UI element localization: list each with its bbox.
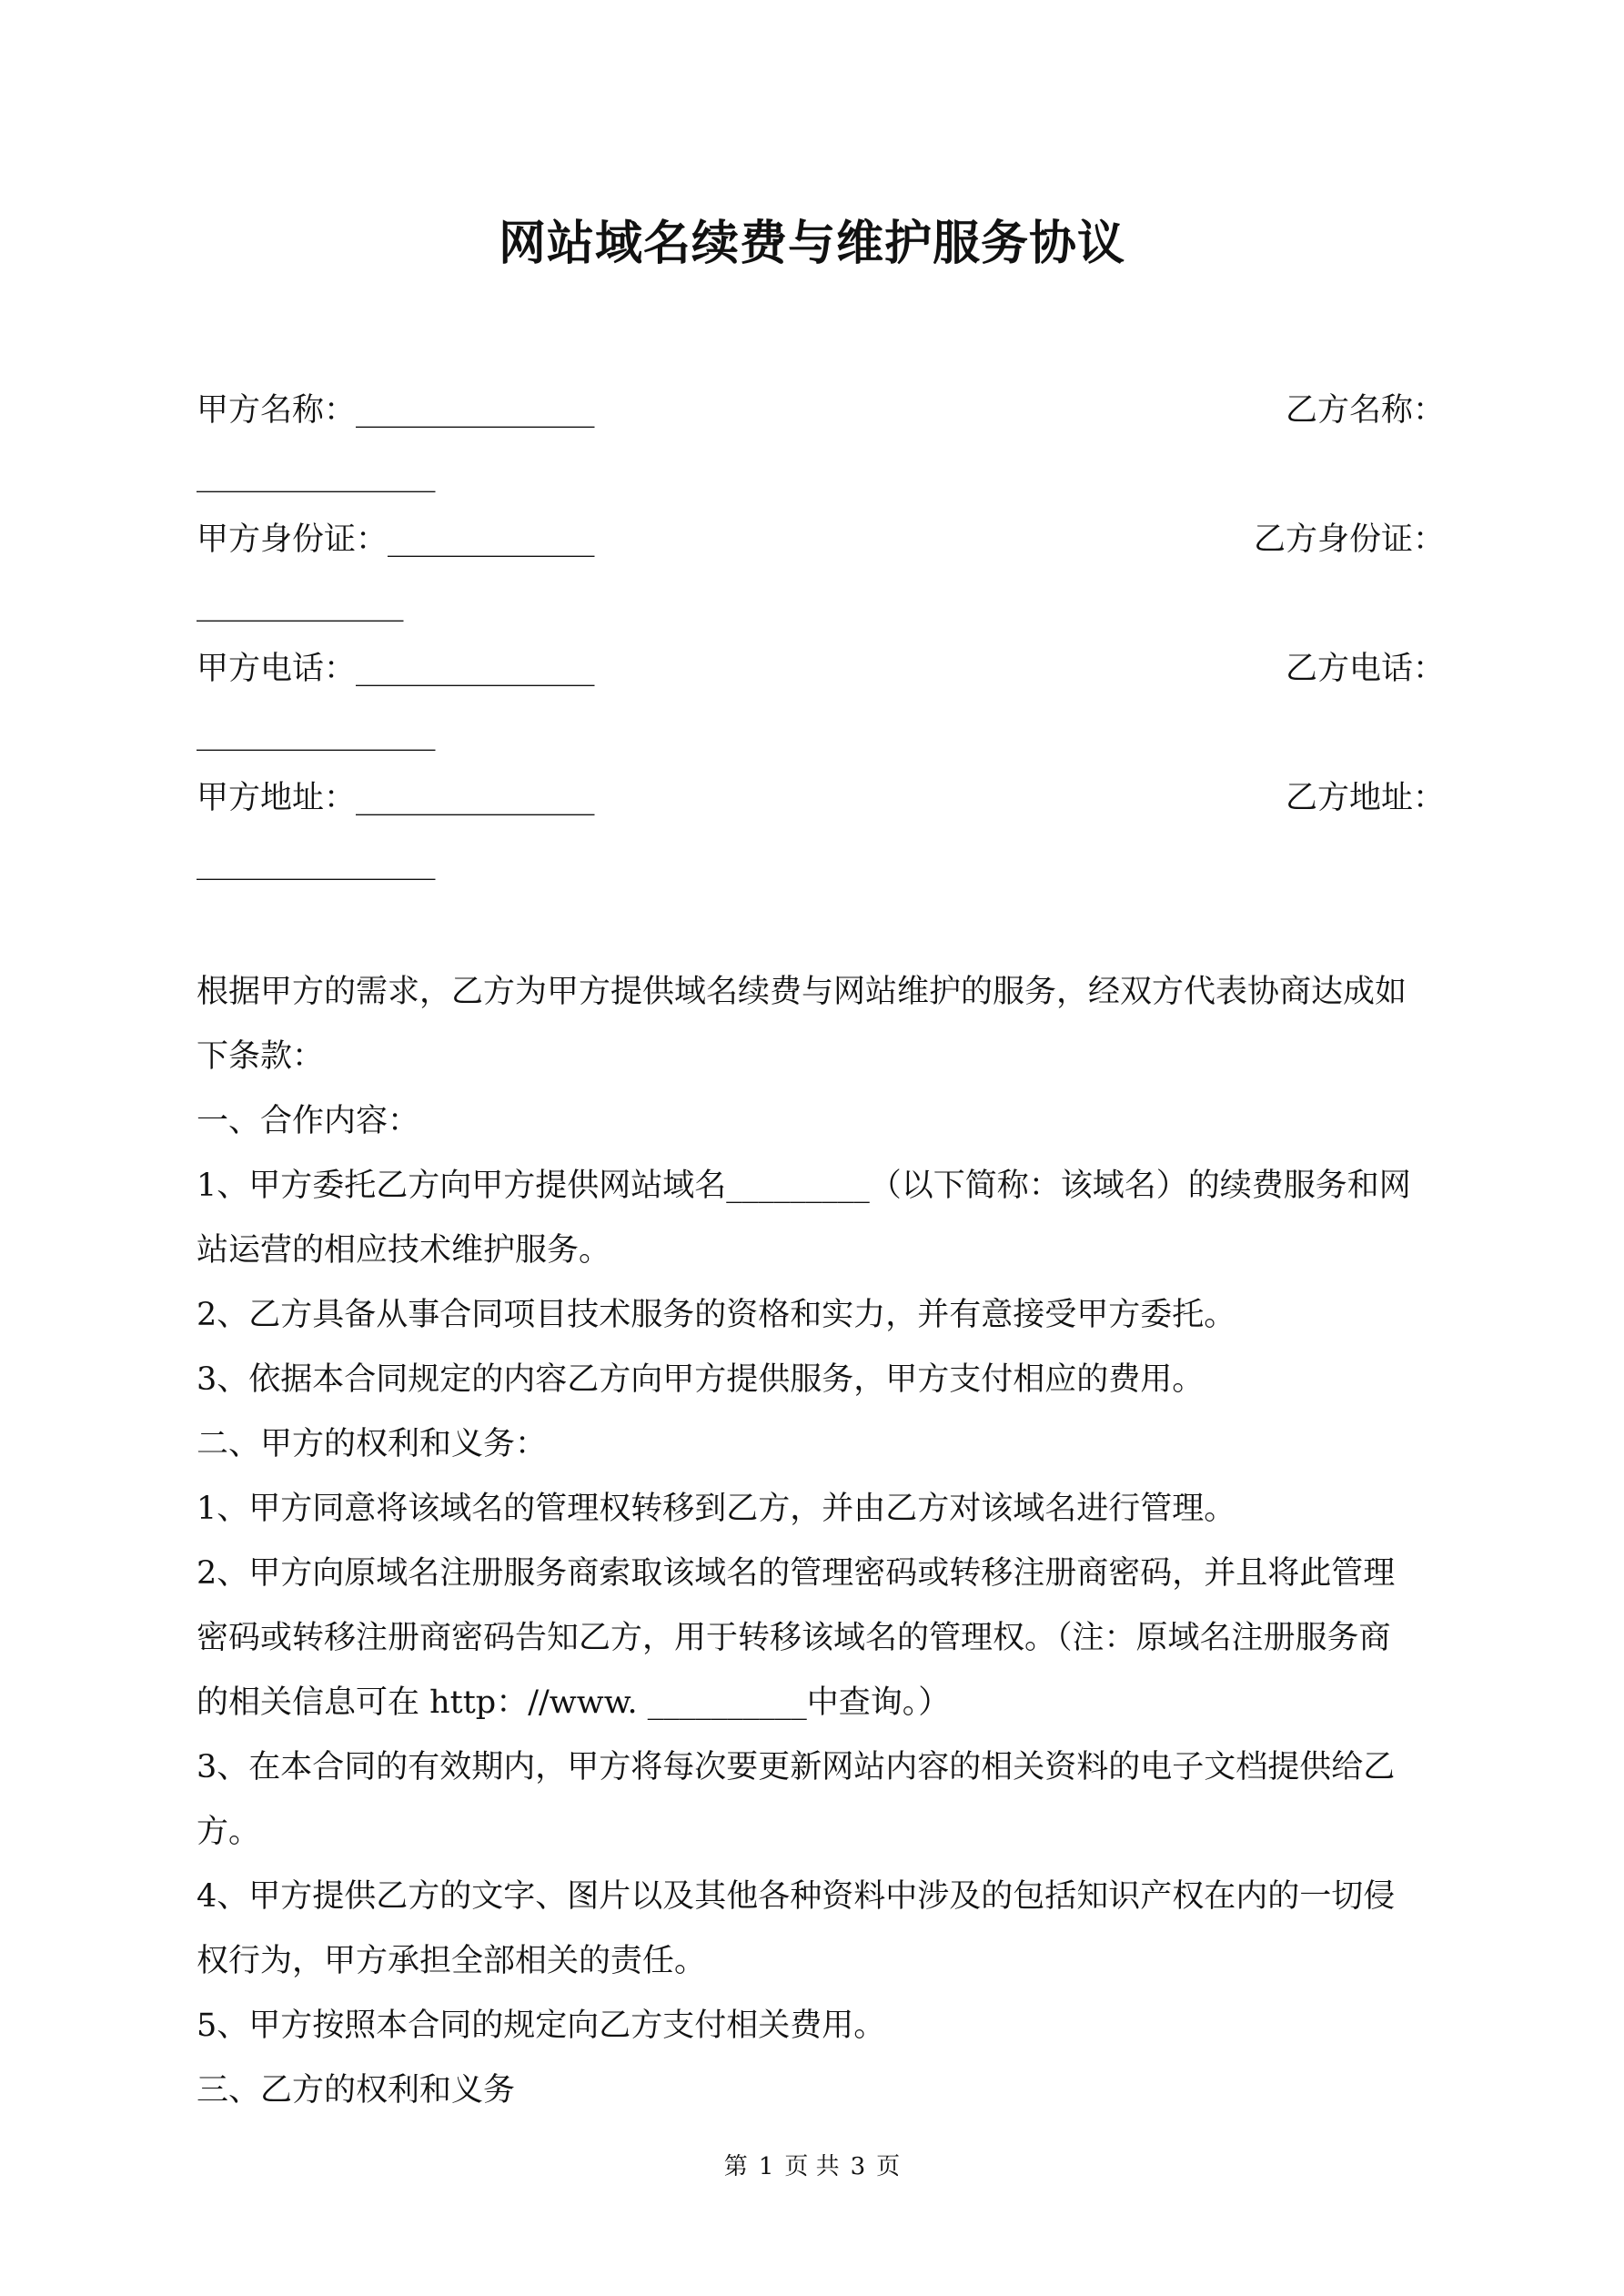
page-footer	[0, 2148, 1624, 2181]
text-line: 5、甲方按照本合同的规定向乙方支付相关费用。	[197, 2008, 886, 2044]
party-b-address-label: 乙方地址：	[1285, 780, 1445, 816]
text-line: 根据甲方的需求，乙方为甲方提供域名续费与网站维护的服务，经双方代表协商达成如	[197, 974, 1407, 1010]
party-a-phone-field: 甲方电话：_______________	[197, 651, 595, 687]
party-row-name	[197, 379, 1445, 443]
text-line: 3、在本合同的有效期内，甲方将每次要更新网站内容的相关资料的电子文档提供给乙	[197, 1749, 1396, 1785]
current-page: 1	[758, 2153, 774, 2180]
text-line: 下条款：	[197, 1038, 325, 1075]
party-row-phone	[197, 637, 1445, 702]
text-line: 1、甲方同意将该域名的管理权转移到乙方，并由乙方对该域名进行管理。	[197, 1491, 1236, 1527]
text-line: 站运营的相应技术维护服务。	[197, 1232, 611, 1269]
text-line: 2、乙方具备从事合同项目技术服务的资格和实力，并有意接受甲方委托。	[197, 1297, 1236, 1333]
party-b-phone-label: 乙方电话：	[1285, 651, 1445, 687]
text-line: 权行为，甲方承担全部相关的责任。	[197, 1943, 707, 1979]
text-line: 4、甲方提供乙方的文字、图片以及其他各种资料中涉及的包括知识产权在内的一切侵	[197, 1878, 1396, 1915]
footer-suffix: 页	[876, 2153, 901, 2180]
party-a-name-field: 甲方名称：_______________	[197, 392, 595, 429]
spacer	[197, 895, 1445, 960]
text-line: 三、乙方的权利和义务	[197, 2072, 516, 2109]
party-row-id	[197, 508, 1445, 572]
party-row-address	[197, 766, 1445, 831]
clauses	[197, 960, 1445, 2123]
party-b-address-field: _______________	[197, 845, 436, 881]
footer-prefix: 第	[723, 2153, 748, 2180]
party-b-name-label: 乙方名称：	[1285, 392, 1445, 429]
text-line: 2、甲方向原域名注册服务商索取该域名的管理密码或转移注册商密码，并且将此管理	[197, 1555, 1396, 1592]
document-title: 网站域名续费与维护服务协议	[498, 216, 1125, 271]
party-a-address-field: 甲方地址：_______________	[197, 780, 595, 816]
party-b-id-label: 乙方身份证：	[1253, 521, 1445, 558]
text-line: 方。	[197, 1814, 261, 1850]
text-line: 的相关信息可在 http：//www. __________中查询。）	[197, 1684, 951, 1721]
total-pages: 3	[850, 2153, 866, 2180]
footer-mid: 页 共	[784, 2153, 840, 2180]
party-b-name-field: _______________	[197, 457, 436, 493]
party-a-id-field: 甲方身份证：_____________	[197, 521, 595, 558]
text-line: 1、甲方委托乙方向甲方提供网站域名_________（以下简称：该域名）的续费服务和网	[197, 1168, 1411, 1204]
document-body	[197, 379, 1445, 2123]
text-line: 3、依据本合同规定的内容乙方向甲方提供服务，甲方支付相应的费用。	[197, 1361, 1205, 1398]
text-line: 密码或转移注册商密码告知乙方，用于转移该域名的管理权。（注：原域名注册服务商	[197, 1620, 1391, 1656]
party-b-phone-field: _______________	[197, 715, 436, 752]
text-line: 二、甲方的权利和义务：	[197, 1426, 548, 1462]
party-b-id-field: _____________	[197, 586, 404, 622]
text-line: 一、合作内容：	[197, 1103, 420, 1139]
